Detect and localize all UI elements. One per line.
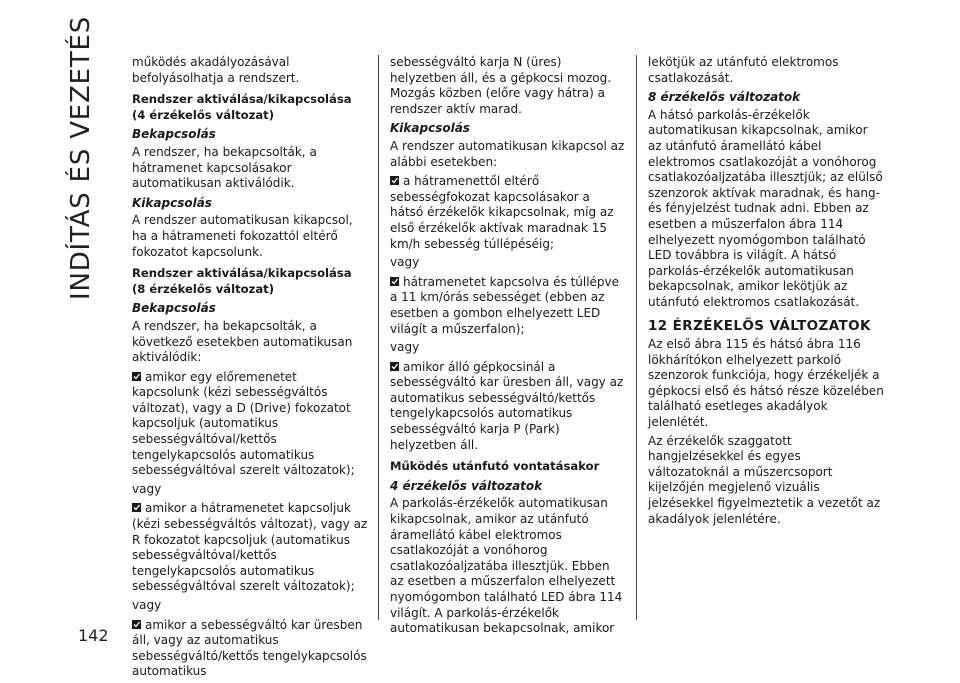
subheading: 4 érzékelős változatok (390, 478, 543, 493)
bullet-text: amikor a sebességváltó kar üresben áll, vagy az automatikus sebességváltó/kettős tengelykapcsolós automatikus (132, 617, 367, 679)
conjunction: vagy (132, 481, 162, 496)
subheading: Bekapcsolás (132, 127, 216, 142)
conjunction: vagy (390, 255, 420, 270)
paragraph: A parkolás-érzékelők automatikusan kikapcsolnak, amikor az utánfutó áramellátó kábel elektromos csatlakozóját a vonóhorog csatlakozóaljzatába illesztjük. Ebben az esetben a műszerfalon elhelyezett nyomógombon található LED ábra 114 világít. A parkolás-érzékelők automatikusan bekapcsolnak, amikor (390, 496, 623, 636)
checkbox-bullet-icon (390, 176, 399, 185)
paragraph: A rendszer automatikusan kikapcsol, ha a hátrameneti fokozattól eltérő fokozatot kapcsolunk. (132, 213, 353, 259)
paragraph: A rendszer, ha bekapcsolták, a hátramenet kapcsolásakor automatikusan aktiválódik. (132, 144, 317, 191)
column-divider (636, 55, 637, 620)
column-divider (378, 55, 379, 620)
subheading: Bekapcsolás (132, 301, 216, 316)
paragraph: lekötjük az utánfutó elektromos csatlakozását. (648, 55, 839, 85)
conjunction: vagy (390, 340, 420, 355)
paragraph: A rendszer automatikusan kikapcsol az alábbi esetekben: (390, 138, 625, 169)
conjunction: vagy (132, 598, 162, 612)
column-3 (648, 55, 884, 530)
bullet-item (132, 501, 368, 595)
checkbox-bullet-icon (390, 362, 399, 371)
paragraph: A hátsó parkolás-érzékelők automatikusan kikapcsolnak, amikor az utánfutó áramellátó kábel elektromos csatlakozóját a vonóhorog csatlakozóaljzatába illesztjük; az elülső szenzorok aktívak maradnak, és hang- és fényjelzést tudnak adni. Ebben az esetben a műszerfalon ábra 114 elhelyezett nyomógombon található LED továbbra is világít. A hátsó parkolás-érzékelők automatikusan bekapcsolnak, amikor lekötjük az utánfutó elektromos csatlakozását. (648, 107, 883, 309)
subheading: Kikapcsolás (390, 121, 470, 136)
section-heading: 12 ÉRZÉKELŐS VÁLTOZATOK (648, 317, 871, 334)
bullet-item (390, 174, 626, 252)
subheading: 8 érzékelős változatok (648, 90, 801, 105)
checkbox-bullet-icon (132, 503, 141, 512)
paragraph: Az érzékelők szaggatott hangjelzésekkel és egyes változatoknál a műszercsoport kijelzőjén megjelenő vizuális jelzésekkel figyelmeztetik a vezetőt az akadályok jelenlétére. (648, 433, 881, 526)
column-1 (132, 55, 368, 683)
paragraph: működés akadályozásával befolyásolhatja a rendszert. (132, 55, 300, 85)
heading: Rendszer aktiválása/kikapcsolása (4 érzékelős változat) (132, 92, 352, 122)
bullet-text: amikor a hátramenetet kapcsoljuk (kézi sebességváltós változat), vagy az R fokozatot kapcsoljuk (automatikus sebességváltóval/kettős tengelykapcsolós automatikus sebességváltóval szerelt változatok); (132, 501, 368, 594)
subheading: Kikapcsolás (132, 195, 212, 210)
bullet-text: hátramenetet kapcsolva és túllépve a 11 km/órás sebességet (ebben az esetben a gombon elhelyezett LED világít a műszerfalon); (390, 274, 620, 336)
section-title: INDÍTÁS ÉS VEZETÉS (66, 15, 96, 300)
column-2 (390, 55, 626, 640)
bullet-text: amikor egy előremenetet kapcsolunk (kézi sebességváltós változat), vagy a D (Drive) fokozatot kapcsoljuk (automatikus sebességváltóval/kettős tengelykapcsolós automatikus sebességváltóval szerelt változatok); (132, 369, 355, 478)
checkbox-bullet-icon (132, 372, 141, 381)
bullet-text: a hátramenettől eltérő sebességfokozat kapcsolásakor a hátsó érzékelők kikapcsolnak, míg az első érzékelők aktívak maradnak 15 km/h sebesség túllépéséig; (390, 174, 614, 251)
paragraph: sebességváltó karja N (üres) helyzetben áll, és a gépkocsi mozog. Mozgás közben (előre vagy hátra) a rendszer aktív marad. (390, 55, 612, 116)
bullet-item (132, 618, 368, 680)
paragraph: Az első ábra 115 és hátsó ábra 116 lökhárítókon elhelyezett parkoló szenzorok funkciója, hogy érzékeljék a gépkocsi első és hátsó része közelében található esetleges akadályok jelenlétét. (648, 337, 884, 430)
paragraph: A rendszer, ha bekapcsolták, a következő esetekben automatikusan aktiválódik: (132, 318, 353, 365)
checkbox-bullet-icon (390, 277, 399, 286)
bullet-text: amikor álló gépkocsinál a sebességváltó kar üresben áll, vagy az automatikus sebességváltó/kettős tengelykapcsolós automatikus sebességváltó karja P (Park) helyzetben áll. (390, 359, 624, 452)
checkbox-bullet-icon (132, 620, 141, 629)
heading: Rendszer aktiválása/kikapcsolása (8 érzékelős változat) (132, 266, 352, 296)
heading: Működés utánfutó vontatásakor (390, 459, 600, 474)
bullet-item (132, 370, 368, 479)
page-number: 142 (78, 626, 109, 645)
bullet-item (390, 275, 626, 337)
bullet-item (390, 360, 626, 454)
